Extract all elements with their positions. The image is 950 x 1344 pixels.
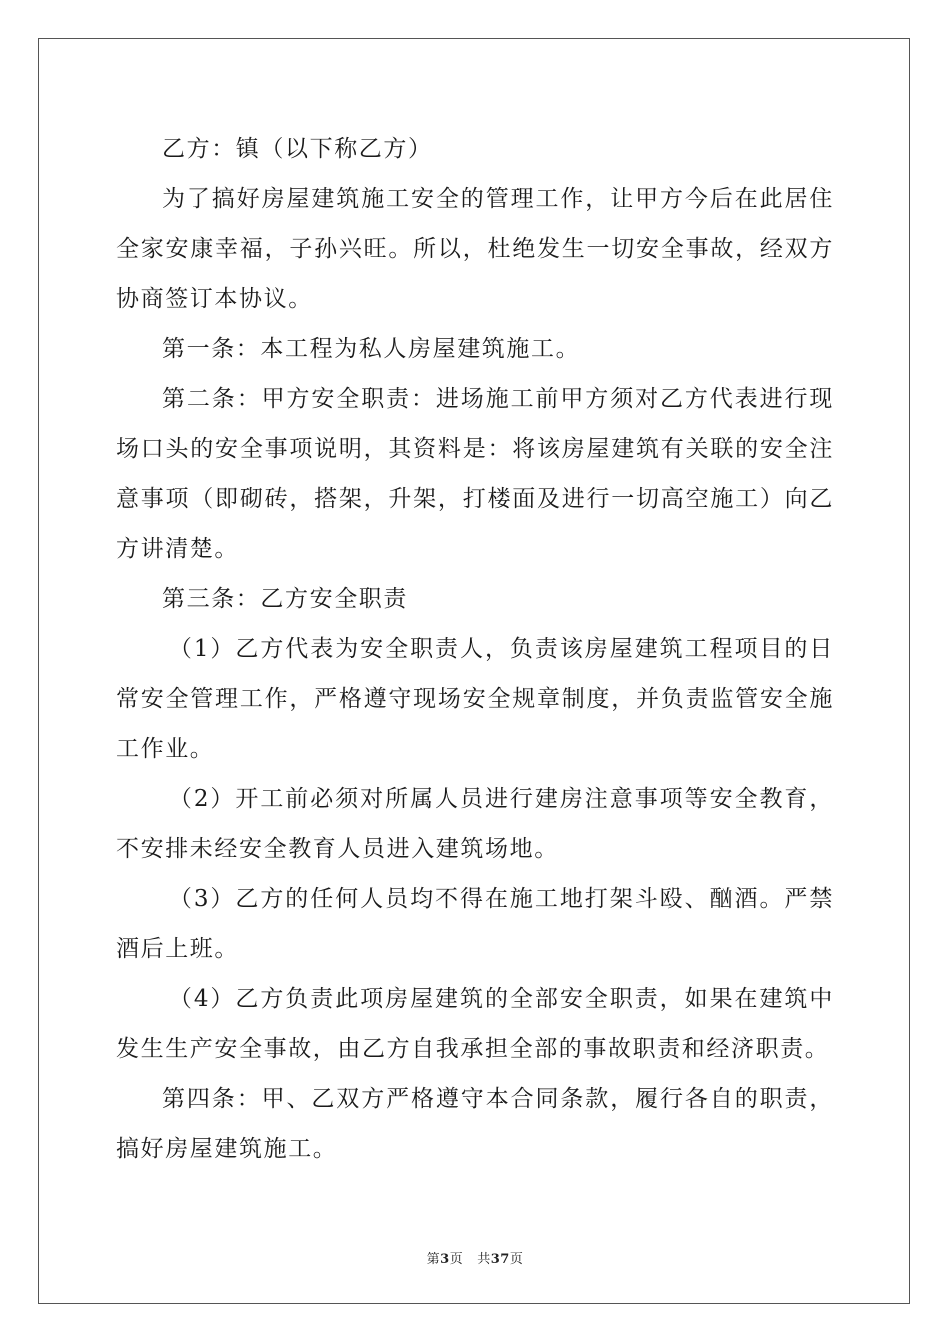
article-3-item-4: （4）乙方负责此项房屋建筑的全部安全职责，如果在建筑中发生生产安全事故，由乙方自我承担全部的事故职责和经济职责。 — [116, 986, 834, 1062]
total-prefix: 共 — [477, 1252, 491, 1267]
page-suffix: 页 — [449, 1252, 464, 1267]
article-3-item-3: （3）乙方的任何人员均不得在施工地打架斗殴、酗酒。严禁酒后上班。 — [116, 886, 834, 962]
article-3-item-2: （2）开工前必须对所属人员进行建房注意事项等安全教育，不安排未经安全教育人员进入建筑场地。 — [116, 786, 834, 862]
total-pages: 37 — [490, 1252, 510, 1267]
article-1: 第一条：本工程为私人房屋建筑施工。 — [162, 336, 581, 362]
article-4: 第四条：甲、乙双方严格遵守本合同条款，履行各自的职责，搞好房屋建筑施工。 — [116, 1086, 834, 1162]
party-b-line: 乙方：镇（以下称乙方） — [162, 136, 433, 162]
article-3-item-1: （1）乙方代表为安全职责人，负责该房屋建筑工程项目的日常安全管理工作，严格遵守现场安全规章制度，并负责监管安全施工作业。 — [116, 636, 834, 762]
preamble-paragraph: 为了搞好房屋建筑施工安全的管理工作，让甲方今后在此居住全家安康幸福，子孙兴旺。所以，杜绝发生一切安全事故，经双方协商签订本协议。 — [116, 186, 834, 312]
document-body — [116, 124, 834, 1174]
page-footer — [0, 1248, 950, 1267]
article-2: 第二条：甲方安全职责：进场施工前甲方须对乙方代表进行现场口头的安全事项说明，其资料是：将该房屋建筑有关联的安全注意事项（即砌砖，搭架，升架，打楼面及进行一切高空施工）向乙方讲清楚。 — [116, 386, 834, 562]
article-3-heading: 第三条：乙方安全职责 — [162, 586, 408, 612]
page-prefix: 第 — [426, 1252, 441, 1267]
page-number: 3 — [440, 1252, 450, 1267]
total-suffix: 页 — [509, 1252, 524, 1267]
